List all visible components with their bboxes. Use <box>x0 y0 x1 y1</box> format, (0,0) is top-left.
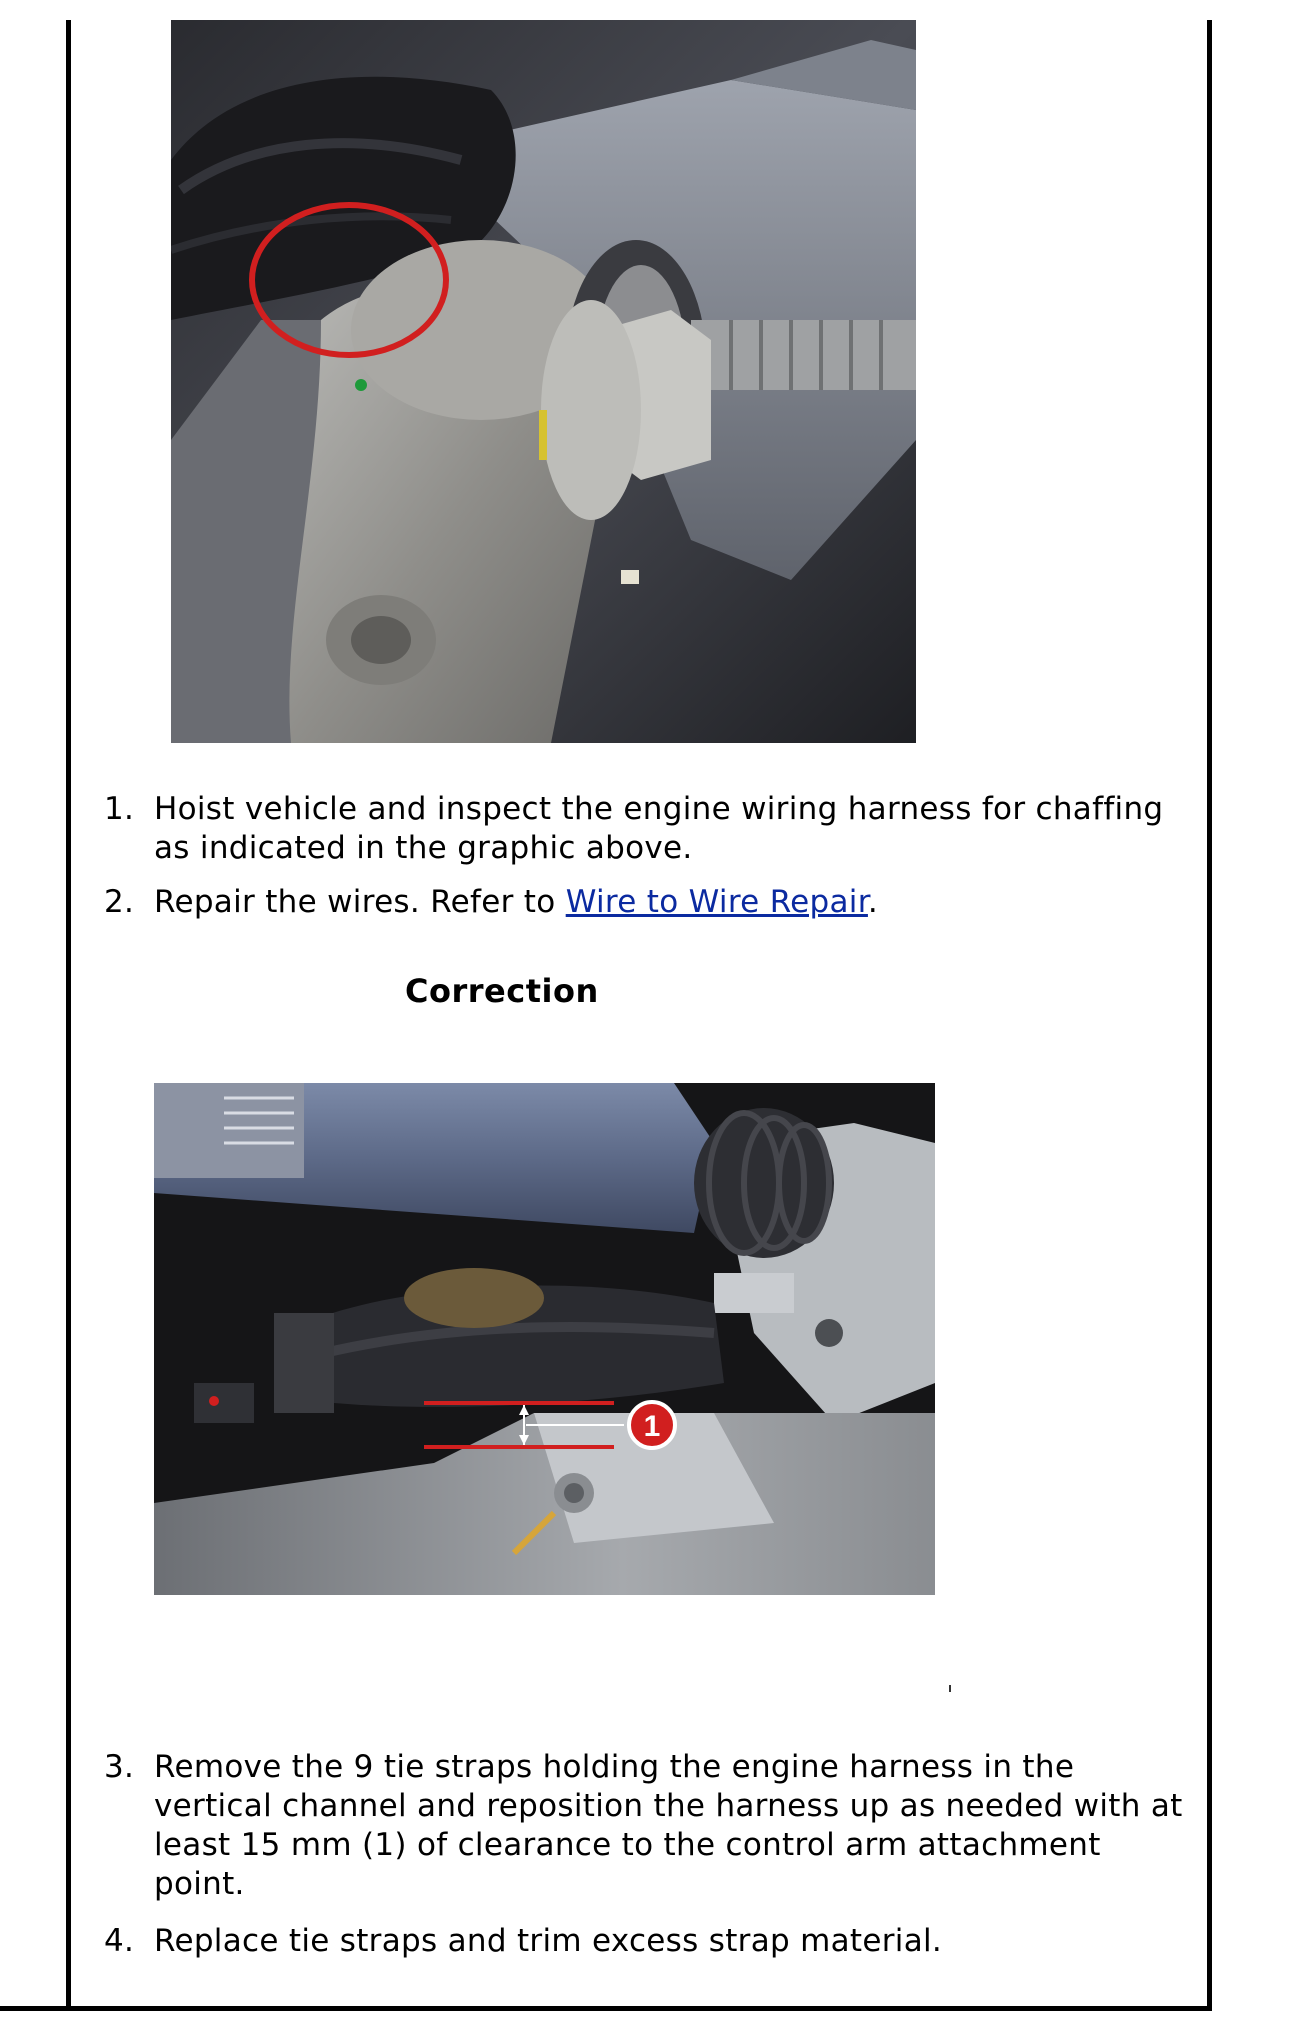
correction-photo <box>154 1083 935 1595</box>
instruction-step-3 <box>104 1748 1194 1904</box>
instruction-step-2 <box>104 883 1194 922</box>
page-border-left <box>66 20 71 2010</box>
step-text-after: . <box>867 884 879 920</box>
correction-heading: Correction <box>405 972 599 1010</box>
page-border-right <box>1207 20 1212 2010</box>
page-border-bottom <box>0 2006 1212 2011</box>
step-number: 3. <box>104 1749 135 1785</box>
step-text <box>104 883 1194 922</box>
step-text: Replace tie straps and trim excess strap material. <box>154 1923 943 1959</box>
wire-to-wire-repair-link[interactable]: Wire to Wire Repair <box>565 884 868 920</box>
instruction-step-4 <box>104 1922 1194 1961</box>
step-text: Remove the 9 tie straps holding the engine harness in the vertical channel and reposition the harness up as needed with at least 15 mm (1) of clearance to the control arm attachment point. <box>154 1749 1183 1902</box>
stray-mark <box>949 1685 951 1692</box>
instruction-step-1 <box>104 790 1194 868</box>
step-number: 4. <box>104 1923 135 1959</box>
step-number: 2. <box>104 884 135 920</box>
chafing-inspection-photo <box>171 20 916 743</box>
callout-1-label: 1 <box>643 1410 661 1443</box>
step-number: 1. <box>104 791 135 827</box>
step-text-before: Repair the wires. Refer to <box>154 884 566 920</box>
step-text: Hoist vehicle and inspect the engine wiring harness for chaffing as indicated in the graphic above. <box>154 791 1164 866</box>
